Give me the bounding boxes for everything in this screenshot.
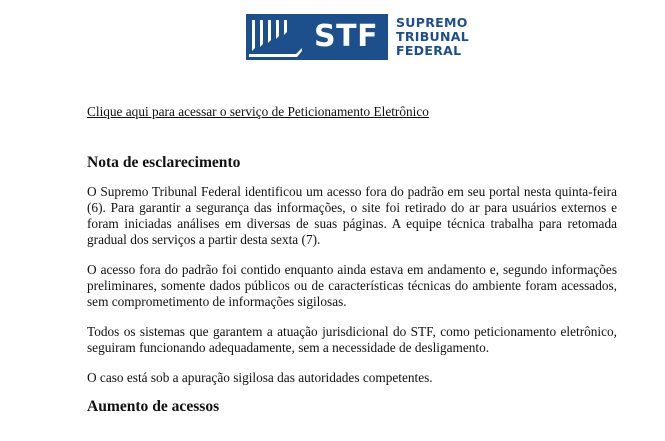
- section-heading-nota: Nota de esclarecimento: [87, 154, 241, 171]
- stf-logo: [246, 14, 469, 60]
- paragraph-3: Todos os sistemas que garantem a atuação jurisdicional do STF, como peticionamento eletrônico, seguiram funcionando adequadamente, sem a necessidade de desligamento.: [87, 324, 617, 355]
- stf-columns-icon: [246, 14, 308, 60]
- paragraph-2: O acesso fora do padrão foi contido enquanto ainda estava em andamento e, segundo informações preliminares, somente dados públicos ou de características técnicas do ambiente foram acessados, sem comprometimento de informações sigilosas.: [87, 262, 617, 309]
- peticionamento-link[interactable]: Clique aqui para acessar o serviço de Peticionamento Eletrônico: [87, 104, 429, 119]
- stf-logo-mark: [246, 14, 388, 60]
- main-content: [87, 104, 617, 415]
- logo-word-federal: FEDERAL: [396, 43, 462, 58]
- paragraph-1: O Supremo Tribunal Federal identificou um acesso fora do padrão em seu portal nesta quinta-feira (6). Para garantir a segurança das informações, o site foi retirado do ar para usuários externos e foram iniciadas análises em diversas de suas páginas. A equipe técnica trabalha para retomada gradual dos serviços a partir desta sexta (7).: [87, 184, 617, 247]
- logo-acronym: STF: [314, 19, 379, 54]
- section-heading-aumento: Aumento de acessos: [87, 398, 220, 415]
- logo-word-supremo: SUPREMO: [396, 15, 468, 30]
- logo-word-tribunal: TRIBUNAL: [396, 29, 469, 44]
- logo-wordmark: [396, 16, 469, 58]
- paragraph-4: O caso está sob a apuração sigilosa das autoridades competentes.: [87, 370, 433, 385]
